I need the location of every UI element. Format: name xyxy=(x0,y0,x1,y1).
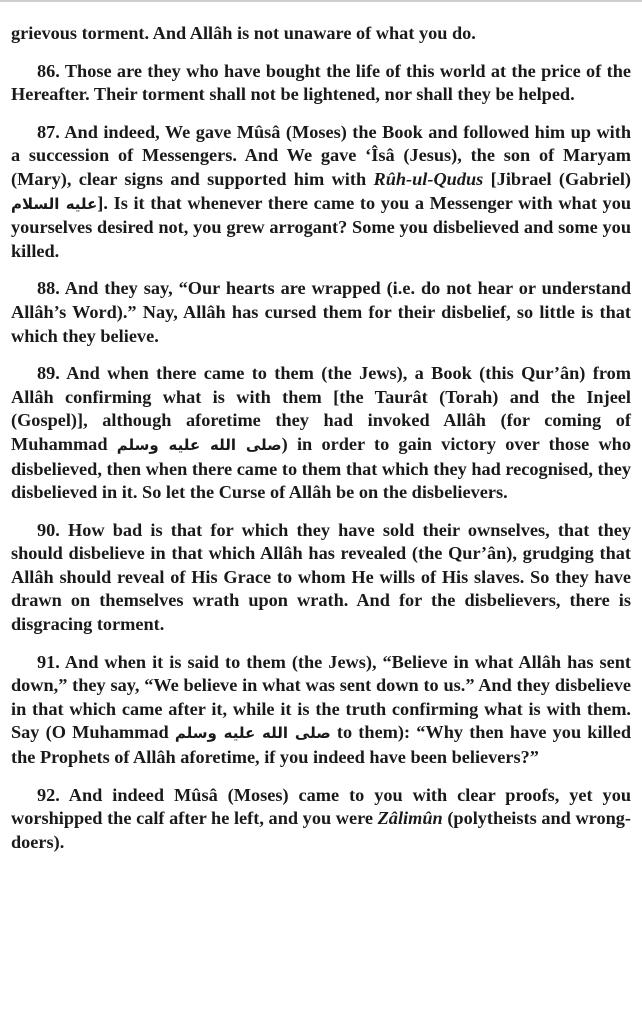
verse-number: 88. xyxy=(37,278,60,299)
verse-text: to them): “Why then have you killed the Prophets of Allâh aforetime, if you indeed have been believers?” xyxy=(11,722,631,768)
verse-number: 91. xyxy=(37,651,60,672)
verse-85-continuation xyxy=(11,22,631,46)
verse-91 xyxy=(11,651,631,770)
verse-text: ]. Is it that whenever there came to you a Messenger with what you yourselves desired not, you grew arrogant? Some you disbelieved and some you killed. xyxy=(11,192,632,261)
verse-text: ) in order to gain victory over those who disbelieved, then when there came to them that which they had recognised, they disbelieved in it. So let the Curse of Allâh be on the disbelievers. xyxy=(11,433,631,503)
verse-text: Those are they who have bought the life of this world at the price of the Hereafter. Their torment shall not be lightened, nor shall they be helped. xyxy=(11,60,631,105)
verse-number: 89. xyxy=(37,363,60,384)
verse-86 xyxy=(11,60,631,107)
verse-number: 90. xyxy=(37,519,60,540)
verse-text: And they say, “Our hearts are wrapped (i.e. do not hear or understand Allâh’s Word).” Nay, Allâh has cursed them for their disbelief, so little is that which they believe. xyxy=(11,278,631,346)
verse-text: And when there came to them (the Jews), a Book (this Qur’ân) from Allâh confirming what is with them [the Taurât (Torah) and the Injeel (Gospel)], although aforetime they had invoked Allâh (for coming of Muhammad xyxy=(11,363,631,454)
verse-number: 86. xyxy=(37,60,60,81)
verse-text: And when it is said to them (the Jews), “Believe in what Allâh has sent down,” they say, “We believe in what was sent down to us.” And they disbelieve in that which came after it, while it is the truth confirming what is with them. Say (O Muhammad xyxy=(11,651,631,743)
verse-87 xyxy=(11,121,631,264)
verse-text: How bad is that for which they have sold their ownselves, that they should disbelieve in that which Allâh has revealed (the Qur’ân), grudging that Allâh should reveal of His Grace to whom He wills of His slaves. So they have drawn on themselves wrath upon wrath. And for the disbelievers, there is disgracing torment. xyxy=(11,519,631,635)
verse-italic-term: Zâlimûn xyxy=(377,808,443,829)
verse-text: And indeed, We gave Mûsâ (Moses) the Book and followed him up with a succession of Messengers. And We gave ‘Îsâ (Jesus), the son of Maryam (Mary), clear signs and supported him with xyxy=(11,121,631,189)
verse-88 xyxy=(11,277,631,348)
verse-text: [Jibrael (Gabriel) xyxy=(483,168,632,189)
verse-89 xyxy=(11,362,631,505)
arabic-honorific: صلى الله عليه وسلم xyxy=(116,435,282,454)
verse-italic-term: Rûh-ul-Qudus xyxy=(373,168,484,189)
verse-text: grievous torment. And Allâh is not unaware of what you do. xyxy=(11,23,476,43)
arabic-honorific: صلى الله عليه وسلم xyxy=(174,724,331,743)
verse-number: 92. xyxy=(37,784,60,805)
arabic-honorific: عليه السلام xyxy=(11,194,98,213)
verse-90 xyxy=(11,519,631,637)
verse-92 xyxy=(11,784,631,855)
verse-text: And indeed Mûsâ (Moses) came to you with clear proofs, yet you worshipped the calf after he left, and you were xyxy=(11,784,631,829)
verse-text-column xyxy=(11,22,631,868)
verse-text: (polytheists and wrong-doers). xyxy=(11,808,631,852)
top-divider xyxy=(0,0,642,2)
verse-number: 87. xyxy=(37,121,60,142)
